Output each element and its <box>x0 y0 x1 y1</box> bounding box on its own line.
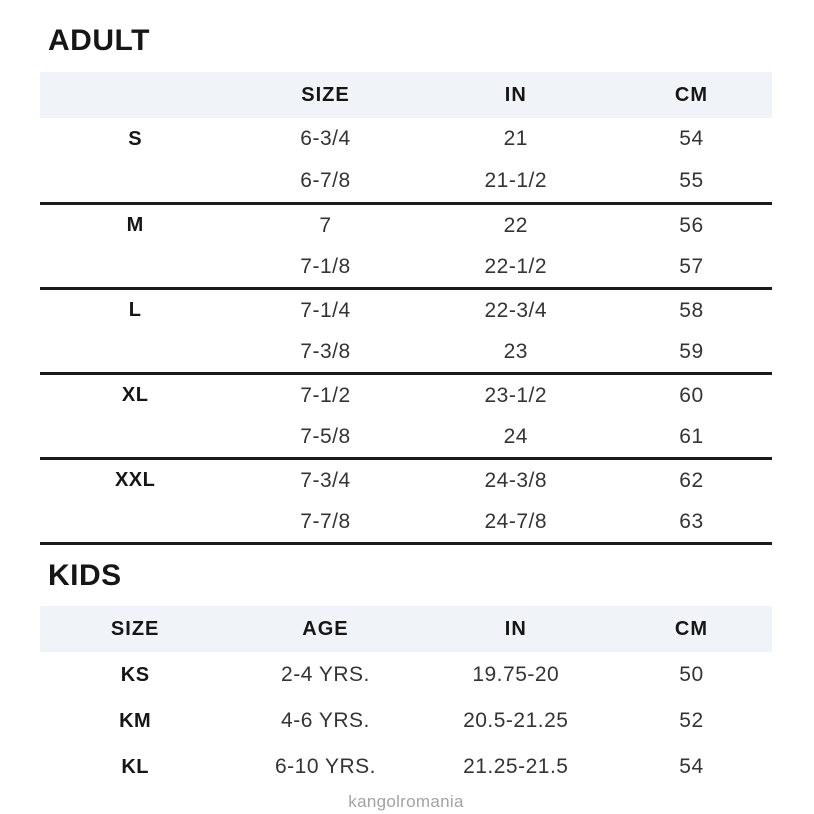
size-label: KL <box>121 755 149 778</box>
table-row <box>40 160 772 202</box>
adult-size-group-l <box>40 287 772 372</box>
size-label: KS <box>120 663 150 686</box>
column-header-in: IN <box>504 617 527 640</box>
hat-size-value: 7-7/8 <box>300 509 351 533</box>
age-value: 6-10 YRS. <box>274 755 376 778</box>
hat-size-value: 7 <box>319 213 332 237</box>
column-header-cm: CM <box>674 617 708 640</box>
adult-table-body <box>40 118 772 545</box>
adult-size-group-xl <box>40 372 772 457</box>
table-row <box>40 331 772 372</box>
table-row <box>40 652 772 698</box>
table-row <box>40 501 772 542</box>
table-row <box>40 246 772 287</box>
age-value: 4-6 YRS. <box>281 709 370 732</box>
inches-value: 19.75-20 <box>472 663 560 686</box>
hat-size-value: 7-1/8 <box>300 254 351 278</box>
inches-value: 20.5-21.25 <box>463 709 569 732</box>
size-label: XL <box>121 384 149 406</box>
size-label: XXL <box>114 469 156 491</box>
kids-size-table <box>40 606 772 790</box>
table-row <box>40 205 772 246</box>
hat-size-value: 7-1/4 <box>300 298 351 322</box>
adult-table-header <box>40 72 772 118</box>
age-value: 2-4 YRS. <box>281 663 370 686</box>
table-row <box>40 375 772 416</box>
table-row <box>40 416 772 457</box>
cm-value: 54 <box>679 127 704 150</box>
size-label: M <box>126 214 144 236</box>
table-row <box>40 744 772 790</box>
table-row <box>40 698 772 744</box>
hat-size-value: 7-3/4 <box>300 468 351 492</box>
table-row <box>40 290 772 331</box>
table-row <box>40 118 772 160</box>
hat-size-value: 7-1/2 <box>300 383 351 407</box>
inches-value: 22-3/4 <box>484 298 548 322</box>
inches-value: 24-3/8 <box>484 468 548 492</box>
cm-value: 55 <box>679 169 704 192</box>
cm-value: 58 <box>679 298 704 322</box>
size-label: S <box>128 127 143 150</box>
cm-value: 52 <box>679 709 704 732</box>
adult-size-table <box>40 72 772 545</box>
inches-value: 24 <box>503 424 528 448</box>
inches-value: 21-1/2 <box>484 169 548 192</box>
cm-value: 50 <box>679 663 704 686</box>
cm-value: 57 <box>679 254 704 278</box>
hat-size-value: 6-3/4 <box>300 127 351 150</box>
cm-value: 60 <box>679 383 704 407</box>
column-header-size: SIZE <box>301 83 350 106</box>
column-header-size: SIZE <box>110 617 160 640</box>
adult-section-title: ADULT <box>48 24 150 57</box>
cm-value: 61 <box>679 424 704 448</box>
adult-size-group-xxl <box>40 457 772 542</box>
adult-size-group-m <box>40 202 772 287</box>
inches-value: 22-1/2 <box>484 254 548 278</box>
hat-size-value: 7-5/8 <box>300 424 351 448</box>
watermark-text: kangolromania <box>348 792 464 811</box>
inches-value: 22 <box>503 213 528 237</box>
column-header-in: IN <box>504 83 527 106</box>
column-header-cm: CM <box>674 83 708 106</box>
kids-section-title: KIDS <box>48 559 122 592</box>
column-header-age: AGE <box>302 617 349 640</box>
size-label: L <box>128 299 142 321</box>
cm-value: 54 <box>679 755 704 778</box>
inches-value: 23-1/2 <box>484 383 548 407</box>
inches-value: 24-7/8 <box>484 509 548 533</box>
cm-value: 59 <box>679 339 704 363</box>
cm-value: 63 <box>679 509 704 533</box>
adult-size-group-s <box>40 118 772 202</box>
cm-value: 62 <box>679 468 704 492</box>
hat-size-value: 6-7/8 <box>300 169 351 192</box>
inches-value: 21 <box>503 127 528 150</box>
table-row <box>40 460 772 501</box>
inches-value: 21.25-21.5 <box>463 755 569 778</box>
hat-size-value: 7-3/8 <box>300 339 351 363</box>
inches-value: 23 <box>503 339 528 363</box>
cm-value: 56 <box>679 213 704 237</box>
kids-table-header <box>40 606 772 652</box>
size-label: KM <box>119 709 152 732</box>
